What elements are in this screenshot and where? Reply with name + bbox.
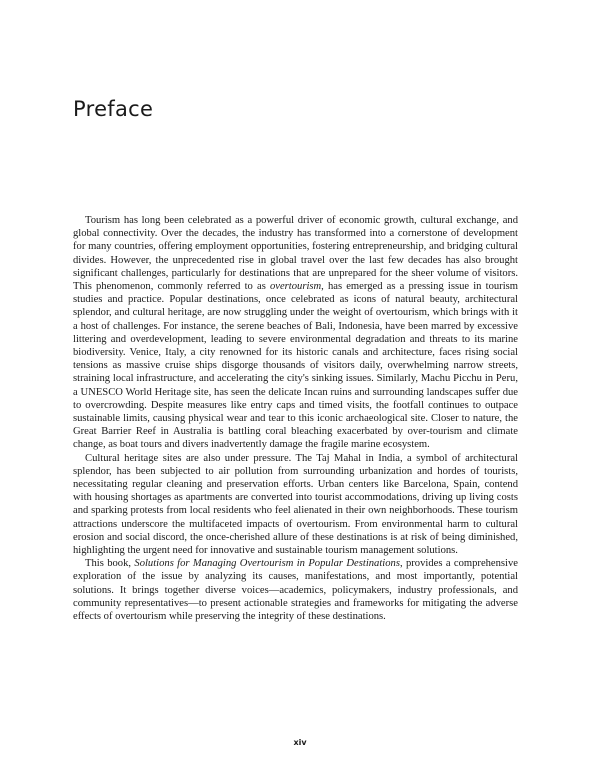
book-title: Solutions for Managing Overtourism in Popular Destinations: [134, 558, 400, 570]
paragraph: [73, 557, 518, 623]
page-title: Preface: [73, 97, 154, 121]
paragraph: [73, 214, 518, 452]
paragraph-text: This book,: [85, 558, 135, 570]
emphasized-term: overtourism: [269, 281, 322, 293]
page-number: xiv: [293, 738, 307, 747]
paragraph-text: , provides a comprehensive exploration of the issue by analyzing its causes, manifestations, and most importantly, potential solutions. It brings together diverse voices—academics, policymakers, industry professionals, and community representatives—to present actionable strategies and frameworks for mitigating the adverse effects of overtourism while preserving the integrity of these destinations.: [73, 558, 519, 623]
paragraph: [73, 452, 518, 558]
paragraph-text: , has emerged as a pressing issue in tourism studies and practice. Popular destinations, once celebrated as icons of natural beauty, architectural splendor, and cultural heritage, are now struggling under the weight of overtourism, which brings with it a host of challenges. For instance, the serene beaches of Bali, Indonesia, have been marred by excessive littering and overdevelopment, leading to severe environmental degradation and threats to its marine biodiversity. Venice, Italy, a city renowned for its historic canals and architecture, faces rising social tensions as massive cruise ships disgorge thousands of visitors daily, overwhelming narrow streets, straining local infrastructure, and accelerating the city's sinking issues. Similarly, Machu Picchu in Peru, a UNESCO World Heritage site, has seen the delicate Incan ruins and surrounding landscapes suffer due to overcrowding. Despite measures like entry caps and timed visits, the footfall continues to outpace sustainable limits, causing physical wear and tear to this iconic archaeological site. Closer to nature, the Great Barrier Reef in Australia is battling coral bleaching exacerbated by over-tourism and climate change, as boat tours and divers inadvertently damage the fragile marine ecosystem.: [73, 281, 518, 451]
paragraph-text: Cultural heritage sites are also under pressure. The Taj Mahal in India, a symbol of architectural splendor, has been subjected to air pollution from surrounding urbanization and hordes of tourists, necessitating regular cleaning and preservation efforts. Urban centers like Barcelona, Spain, contend with housing shortages as apartments are converted into tourist accommodations, driving up living costs and sparking protests from local residents who feel alienated in their own neighborhoods. These tourism attractions underscore the multifaceted impacts of overtourism. From environmental harm to cultural erosion and social discord, the once-cherished allure of these destinations is at risk of being diminished, highlighting the urgent need for innovative and sustainable tourism management solutions.: [73, 452, 518, 557]
preface-body: [73, 214, 518, 623]
paragraph-text: Tourism has long been celebrated as a powerful driver of economic growth, cultural exchange, and global connectivity. Over the decades, the industry has transformed into a cornerstone of development for many countries, offering employment opportunities, fostering entrepreneurship, and bridging cultural divides. However, the unprecedented rise in global travel over the last few decades has also brought significant challenges, particularly for destinations that are unprepared for the sheer volume of visitors. This phenomenon, commonly referred to as: [73, 215, 518, 293]
